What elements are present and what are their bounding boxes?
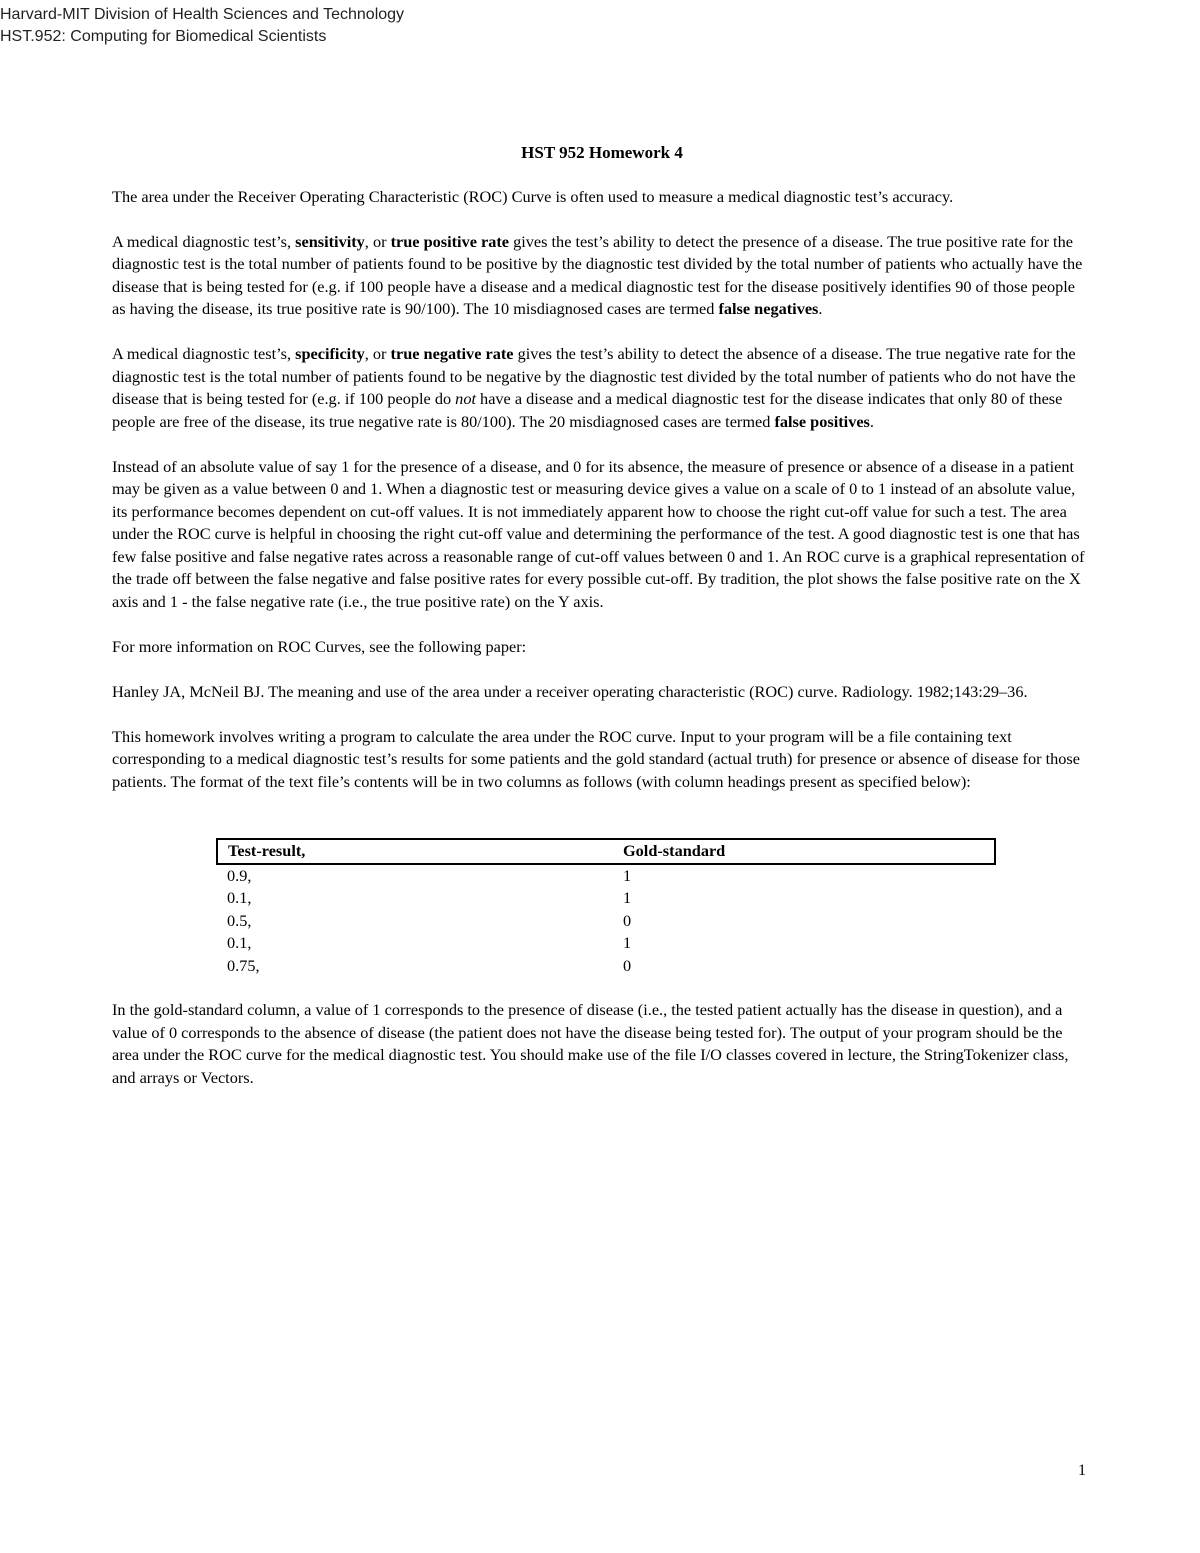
table-header-row <box>217 839 995 864</box>
table-row <box>217 910 995 933</box>
emphasis-not: not <box>455 389 476 408</box>
table-row <box>217 864 995 888</box>
table-cell: 0.9, <box>227 865 252 885</box>
term-specificity: specificity <box>295 344 365 363</box>
table-cell: 1 <box>623 933 632 952</box>
header-course: HST.952: Computing for Biomedical Scientists <box>0 28 327 45</box>
term-true-positive-rate: true positive rate <box>390 231 510 251</box>
table-row <box>217 955 995 978</box>
text-run: gives the test’s ability to detect the absence of a disease. The true negative rate for the diagnostic test is the total number of patients found to be negative by the diagnostic test divided by the total number of patients who do not have the disease that is being tested for (e.g. if 100 people do <box>112 344 1076 408</box>
table-row <box>217 932 995 955</box>
table-cell: 0 <box>623 955 632 975</box>
table-cell: 1 <box>623 888 632 907</box>
paragraph-homework: This homework involves writing a program to calculate the area under the ROC curve. Input to your program will be a file containing text corresponding to a medical diagnostic test’s results for some patients and the gold standard (actual truth) for presence or absence of disease for those patients. The format of the text file’s contents will be in two columns as follows (with column headings present as specified below): <box>112 726 1080 791</box>
column-header-test-result: Test-result, <box>217 839 613 864</box>
paragraph-intro: The area under the Receiver Operating Characteristic (ROC) Curve is often used to measure a medical diagnostic test’s accuracy. <box>112 186 954 206</box>
header-division: Harvard-MIT Division of Health Sciences and Technology <box>0 6 405 23</box>
paragraph-cutoff: Instead of an absolute value of say 1 for the presence of a disease, and 0 for its absence, the measure of presence or absence of a disease in a patient may be given as a value between 0 and 1. When a diagnostic test or measuring device gives a value on a scale of 0 to 1 instead of an absolute value, its performance becomes dependent on cut-off values. It is not immediately apparent how to choose the right cut-off value for such a test. The area under the ROC curve is helpful in choosing the right cut-off value and determining the performance of the test. A good diagnostic test is one that has few false positive and false negative rates across a reasonable range of cut-off values between 0 and 1. An ROC curve is a graphical representation of the trade off between the false negative and false positive rates for every possible cut-off. By tradition, the plot shows the false positive rate on the X axis and 1 - the false negative rate (i.e., the true positive rate) on the Y axis. <box>112 456 1085 611</box>
term-false-negatives: false negatives <box>718 299 819 318</box>
text-run: A medical diagnostic test’s, <box>112 344 296 363</box>
term-sensitivity: sensitivity <box>295 231 365 251</box>
paragraph-reference: Hanley JA, McNeil BJ. The meaning and use of the area under a receiver operating characteristic (ROC) curve. Radiology. 1982;143:29–36. <box>112 681 1028 701</box>
term-true-negative-rate: true negative rate <box>390 344 514 363</box>
table-row <box>217 887 995 910</box>
paragraph-gold-standard: In the gold-standard column, a value of 1 corresponds to the presence of disease (i.e., the tested patient actually has the disease in question), and a value of 0 corresponds to the absence of disease (the patient does not have the disease being tested for). The output of your program should be the area under the ROC curve for the medical diagnostic test. You should make use of the file I/O classes covered in lecture, the StringTokenizer class, and arrays or Vectors. <box>112 1000 1069 1087</box>
table-cell: 0.75, <box>227 955 260 975</box>
paragraph-sensitivity <box>112 231 1092 321</box>
text-run: , or <box>364 344 391 363</box>
document-body <box>112 142 1092 1112</box>
example-table-wrapper <box>216 838 996 977</box>
page-header <box>0 4 404 48</box>
table-cell: 0.1, <box>227 933 252 952</box>
table-cell: 0 <box>623 910 632 930</box>
term-false-positives: false positives <box>774 411 870 431</box>
text-run: . <box>818 299 823 318</box>
page-number: 1 <box>1078 1462 1086 1479</box>
text-run: gives the test’s ability to detect the presence of a disease. The true positive rate for the diagnostic test is the total number of patients found to be positive by the diagnostic test divided by the total number of patients who actually have the disease that is being tested for (e.g. if 100 people have a disease and a medical diagnostic test for the disease positively identifies 90 of those people as having the disease, its true positive rate is 90/100). The 10 misdiagnosed cases are termed <box>112 231 1083 318</box>
text-run: A medical diagnostic test’s, <box>112 231 296 251</box>
column-header-gold-standard: Gold-standard <box>613 839 995 864</box>
document-title: HST 952 Homework 4 <box>521 143 683 162</box>
text-run: . <box>869 411 874 431</box>
table-cell: 0.5, <box>227 910 252 930</box>
table-cell: 1 <box>623 865 632 885</box>
example-table <box>216 838 996 977</box>
text-run: , or <box>364 231 391 251</box>
paragraph-more-info: For more information on ROC Curves, see the following paper: <box>112 636 527 656</box>
paragraph-specificity <box>112 343 1092 433</box>
table-cell: 0.1, <box>227 888 252 907</box>
text-run: have a disease and a medical diagnostic test for the disease indicates that only 80 of these people are free of the disease, its true negative rate is 80/100). The 20 misdiagnosed cases are termed <box>112 389 1063 431</box>
